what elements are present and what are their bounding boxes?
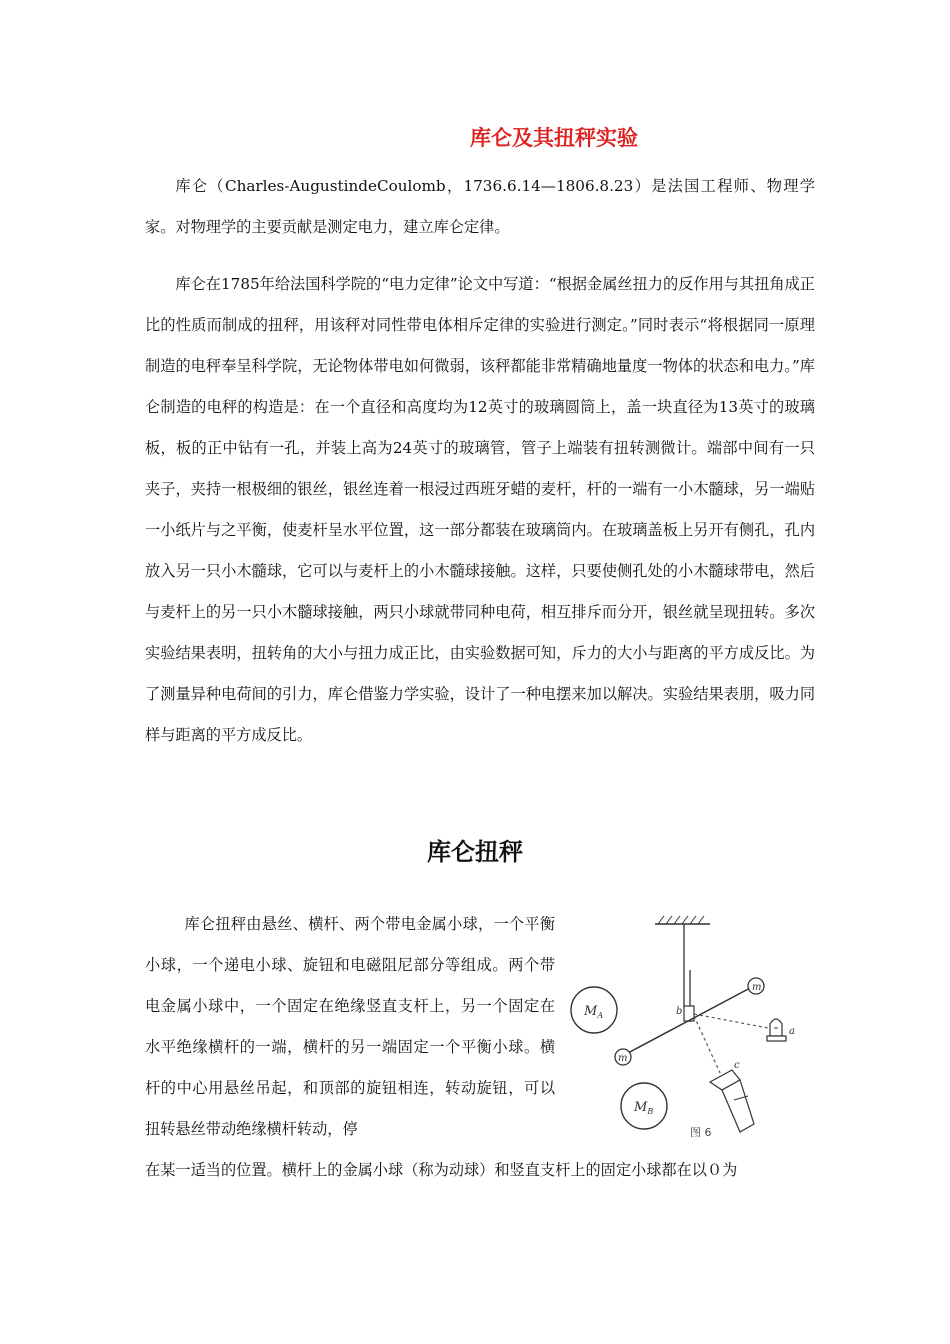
ball-m-lower — [615, 1049, 631, 1065]
label-a: a — [789, 1026, 795, 1037]
lamp-a — [767, 1019, 795, 1041]
intro-paragraph: 库仑（Charles-AugustindeCoulomb，1736.6.14—1806.8.23）是法国工程师、物理学家。对物理学的主要贡献是测定电力，建立库仑定律。 — [145, 177, 815, 236]
figure-caption: 图 6 — [690, 1126, 712, 1139]
label-b: b — [676, 1006, 683, 1017]
dashed-line-a — [694, 1014, 768, 1028]
ball-m-upper-label: m — [752, 982, 762, 993]
sphere-ma — [571, 987, 617, 1033]
sphere-mb — [621, 1083, 667, 1129]
horizontal-bar — [626, 987, 752, 1054]
sphere-ma-sub: A — [597, 1011, 604, 1020]
sphere-ma-label: M — [584, 1004, 598, 1019]
page-title: 库仑及其扭秤实验 — [470, 126, 638, 150]
ceiling-support — [655, 916, 710, 924]
body-paragraph: 库仑在1785年给法国科学院的“电力定律”论文中写道：“根据金属丝扭力的反作用与其扭角成正比的性质而制成的扭秤，用该秤对同性带电体相斥定律的实验进行测定。”同时表示“将根据同一原理制造的电秤奉呈科学院，无论物体带电如何微弱，该秤都能非常精确地量度一物体的状态和电力。”库仑制造的电秤的构造是：在一个直径和高度均为12英寸的玻璃圆筒上，盖一块直径为13英寸的玻璃板，板的正中钻有一孔，并装上高为24英寸的玻璃管，管子上端装有扭转测微计。端部中间有一只夹子，夹持一根极细的银丝，银丝连着一根浸过西班牙蜡的麦杆，杆的一端有一小木髓球，另一端贴一小纸片与之平衡，使麦杆呈水平位置，这一部分都装在玻璃筒内。在玻璃盖板上另开有侧孔，孔内放入另一只小木髓球，它可以与麦杆上的小木髓球接触。这样，只要使侧孔处的小木髓球带电，然后与麦杆上的另一只小木髓球接触，两只小球就带同种电荷，相互排斥而分开，银丝就呈现扭转。多次实验结果表明，扭转角的大小与扭力成正比，由实验数据可知，斥力的大小与距离的平方成反比。为了测量异种电荷间的引力，库仑借鉴力学实验，设计了一种电摆来加以解决。实验结果表朋，吸力同样与距离的平方成反比。 — [145, 275, 815, 744]
label-c: c — [734, 1060, 740, 1071]
torsion-balance-diagram — [560, 910, 810, 1145]
sphere-mb-label: M — [634, 1100, 648, 1115]
ball-m-lower-label: m — [618, 1053, 628, 1064]
telescope-c — [710, 1060, 754, 1132]
section-paragraph: 库仑扭秤由悬丝、横杆、两个带电金属小球，一个平衡小球，一个递电小球、旋钮和电磁阻尼部分等组成。两个带电金属小球中，一个固定在绝缘竖直支杆上，另一个固定在水平绝缘横杆的一端，横杆的另一端固定一个平衡小球。横杆的中心用悬丝吊起，和顶部的旋钮相连，转动旋钮，可以扭转悬丝带动绝缘横杆转动，停 — [145, 915, 555, 1138]
section-paragraph-continued: 在某一适当的位置。横杆上的金属小球（称为动球）和竖直支杆上的固定小球都在以０为 — [145, 1161, 738, 1179]
ball-m-upper — [748, 978, 764, 994]
section-heading: 库仑扭秤 — [427, 838, 523, 866]
sphere-mb-sub: B — [647, 1107, 654, 1116]
